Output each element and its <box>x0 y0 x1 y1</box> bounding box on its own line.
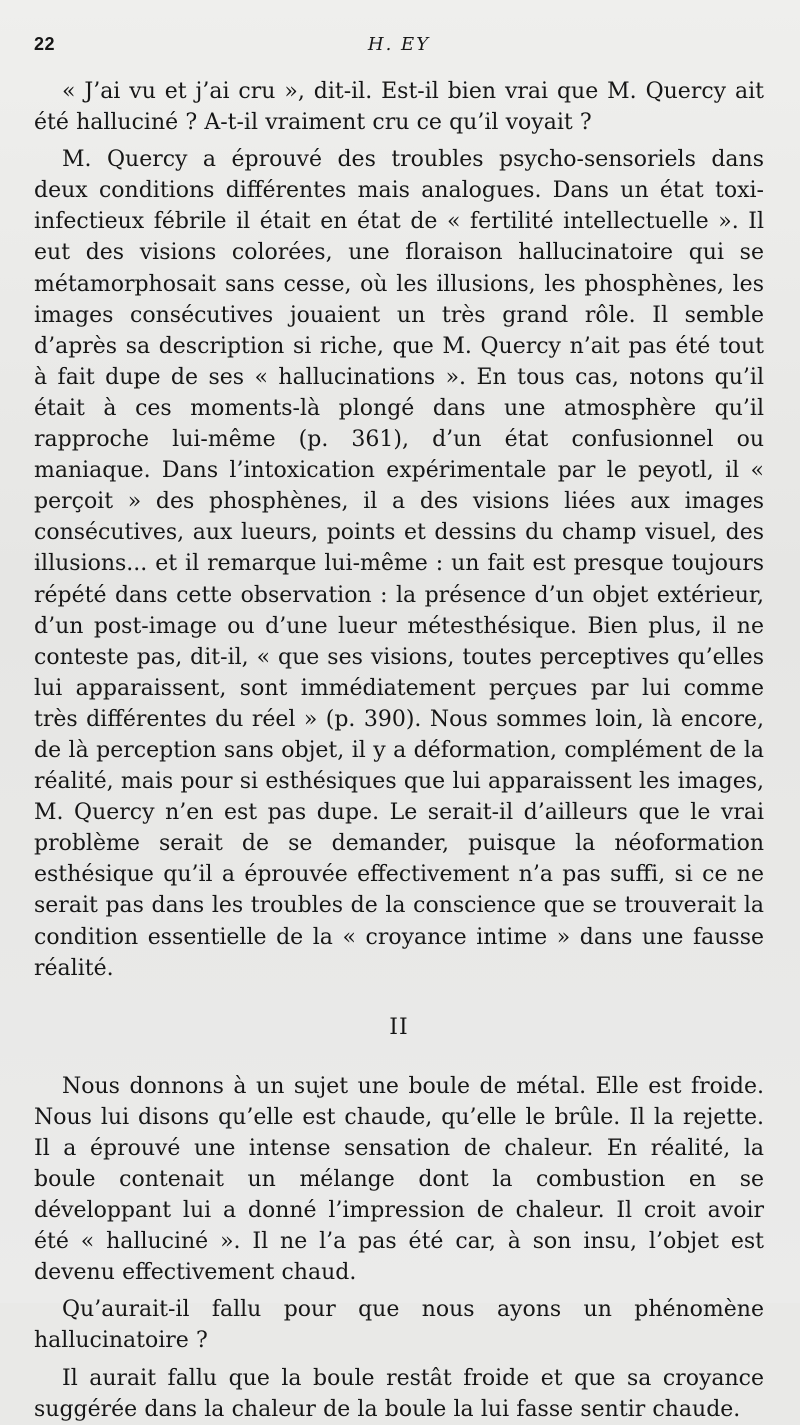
page-content <box>34 76 764 1425</box>
page-header <box>34 34 764 68</box>
paragraph-quercy-description: M. Quercy a éprouvé des troubles psycho-sensoriels dans deux conditions différentes mais analogues. Dans un état toxi-infectieux fébrile il était en état de « fertilité intellectuelle ». Il eut des visions colorées, une floraison hallucinatoire qui se métamorphosait sans cesse, où les illusions, les phosphènes, les images consécutives jouaient un très grand rôle. Il semble d’après sa description si riche, que M. Quercy n’ait pas été tout à fait dupe de ses « hallucinations ». En tous cas, notons qu’il était à ces moments-là plongé dans une atmosphère qu’il rapproche lui-même (p. 361), d’un état confusionnel ou maniaque. Dans l’intoxication expérimentale par le peyotl, il « perçoit » des phosphènes, il a des visions liées aux images consécutives, aux lueurs, points et dessins du champ visuel, des illusions... et il remarque lui-même : un fait est presque toujours répété dans cette observation : la présence d’un objet extérieur, d’un post-image ou d’une lueur métesthésique. Bien plus, il ne conteste pas, dit-il, « que ses visions, toutes perceptives qu’elles lui apparaissent, sont immédiatement perçues par lui comme très différentes du réel » (p. 390). Nous sommes loin, là encore, de là perception sans objet, il y a déformation, complément de la réalité, mais pour si esthésiques que lui apparaissent les images, M. Quercy n’en est pas dupe. Le serait-il d’ailleurs que le vrai problème serait de se demander, puisque la néoformation esthésique qu’il a éprouvée effectivement n’a pas suffi, si ce ne serait pas dans les troubles de la conscience que se trouverait la condition essentielle de la « croyance intime » dans une fausse réalité. <box>34 147 764 981</box>
paragraph-conclusion: Il aurait fallu que la boule restât froide et que sa croyance suggérée dans la chaleur de la boule la lui fasse sentir chaude. <box>34 1365 764 1422</box>
page-number: 22 <box>34 34 56 54</box>
paragraph-metal-ball: Nous donnons à un sujet une boule de métal. Elle est froide. Nous lui disons qu’elle est chaude, qu’elle le brûle. Il la rejette. Il a éprouvé une intense sensation de chaleur. En réalité, la boule contenait un mélange dont la combustion en se développant lui a donné l’impression de chaleur. Il croit avoir été « halluciné ». Il ne l’a pas été car, à son insu, l’objet est devenu effectivement chaud. <box>34 1073 764 1286</box>
running-head: H. EY <box>367 34 431 55</box>
paragraph-quote-dit-il: « J’ai vu et j’ai cru », dit-il. Est-il bien vrai que M. Quercy ait été halluciné ? A-t-il vraiment cru ce qu’il voyait ? <box>34 79 764 136</box>
paragraph-question: Qu’aurait-il fallu pour que nous ayons un phénomène hallucinatoire ? <box>34 1297 764 1354</box>
section-heading: II <box>389 1014 409 1040</box>
